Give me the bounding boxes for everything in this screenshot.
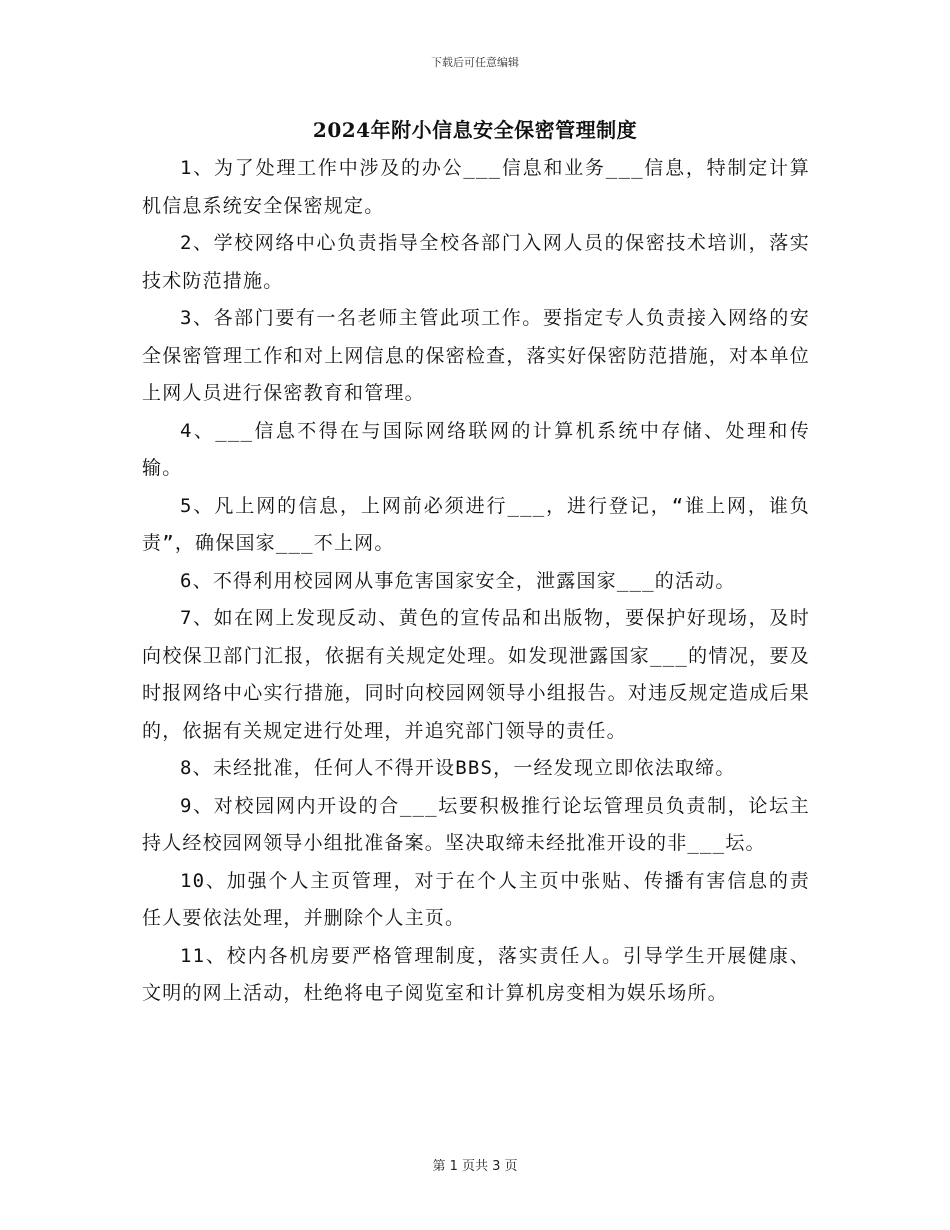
paragraph-11: 11、校内各机房要严格管理制度，落实责任人。引导学生开展健康、文明的网上活动，杜绝将电子阅览室和计算机房变相为娱乐场所。: [142, 944, 810, 1004]
document-title: 2024年附小信息安全保密管理制度: [312, 118, 638, 142]
paragraph-2: 2、学校网络中心负责指导全校各部门入网人员的保密技术培训，落实技术防范措施。: [142, 232, 810, 292]
page-header: 下载后可任意编辑: [431, 56, 519, 69]
paragraph-8: 8、未经批准，任何人不得开设BBS，一经发现立即依法取缔。: [180, 757, 736, 779]
paragraph-3: 3、各部门要有一名老师主管此项工作。要指定专人负责接入网络的安全保密管理工作和对上网信息的保密检查，落实好保密防范措施，对本单位上网人员进行保密教育和管理。: [142, 307, 810, 404]
paragraph-9: 9、对校园网内开设的合___坛要积极推行论坛管理员负责制，论坛主持人经校园网领导小组批准备案。坚决取缔未经批准开设的非___坛。: [142, 794, 810, 854]
paragraph-1: 1、为了处理工作中涉及的办公___信息和业务___信息，特制定计算机信息系统安全保密规定。: [142, 157, 810, 217]
paragraph-10: 10、加强个人主页管理，对于在个人主页中张贴、传播有害信息的责任人要依法处理，并删除个人主页。: [142, 869, 810, 929]
paragraph-4: 4、___信息不得在与国际网络联网的计算机系统中存储、处理和传输。: [142, 419, 810, 479]
paragraph-6: 6、不得利用校园网从事危害国家安全，泄露国家___的活动。: [180, 569, 736, 592]
paragraph-7: 7、如在网上发现反动、黄色的宣传品和出版物，要保护好现场，及时向校保卫部门汇报，依据有关规定处理。如发现泄露国家___的情况，要及时报网络中心实行措施，同时向校园网领导小组报告。对违反规定造成后果的，依据有关规定进行处理，并追究部门领导的责任。: [142, 607, 810, 742]
paragraph-5: 5、凡上网的信息，上网前必须进行___，进行登记，“谁上网，谁负责”，确保国家___不上网。: [142, 494, 810, 554]
document-body: [142, 150, 810, 1013]
page-footer: 第 1 页共 3 页: [432, 1159, 518, 1174]
